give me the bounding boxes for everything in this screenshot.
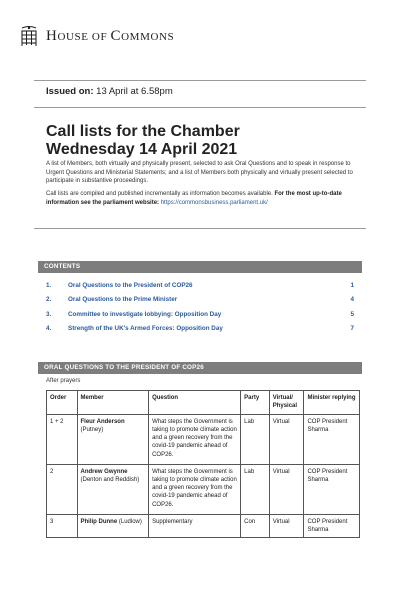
minister-cell: COP President Sharma [304, 514, 360, 538]
divider [34, 80, 366, 81]
call-list-table [46, 390, 360, 538]
column-header: Question [149, 391, 241, 415]
contents-heading: CONTENTS [38, 261, 362, 273]
party-cell: Lab [241, 464, 270, 514]
table-header-row [47, 391, 360, 415]
issued-line: Issued on: 13 April at 6.58pm [46, 86, 173, 97]
member-cell: Andrew Gwynne (Denton and Reddish) [77, 464, 149, 514]
mode-cell: Virtual [269, 414, 304, 464]
column-header: Order [47, 391, 78, 415]
question-cell: Supplementary [149, 514, 241, 538]
oral-questions-heading: ORAL QUESTIONS TO THE PRESIDENT OF COP26 [38, 362, 362, 374]
house-name: HOUSE OF COMMONS [46, 28, 175, 44]
parliament-website-link[interactable]: https://commonsbusiness.parliament.uk/ [160, 199, 268, 206]
order-cell: 1 + 2 [47, 414, 78, 464]
column-header: Virtual/ Physical [269, 391, 304, 415]
table-row [47, 514, 360, 538]
house-of-commons-logo [20, 26, 174, 47]
portcullis-icon [20, 26, 38, 47]
intro-paragraph-2: Call lists are compiled and published incrementally as information becomes available. For the most up-to-date information see the parliament website: https://commonsbusiness.parliament.uk/ [46, 191, 342, 206]
minister-cell: COP President Sharma [304, 464, 360, 514]
divider [34, 228, 366, 229]
order-cell: 3 [47, 514, 78, 538]
question-cell: What steps the Government is taking to promote climate action and a green recovery from the covid-19 pandemic ahead of COP26. [149, 464, 241, 514]
mode-cell: Virtual [269, 514, 304, 538]
member-cell: Fleur Anderson (Putney) [77, 414, 149, 464]
member-cell: Philip Dunne (Ludlow) [77, 514, 149, 538]
table-row [47, 414, 360, 464]
column-header: Party [241, 391, 270, 415]
column-header: Minister replying [304, 391, 360, 415]
order-cell: 2 [47, 464, 78, 514]
party-cell: Lab [241, 414, 270, 464]
document-page: HOUSE OF COMMONS Issued on: 13 April at 6.58pm Call lists for the Chamber Wednesday 14 April 2021 A list of Members, both virtually and physically present, selected to ask Oral Questions and to speak in response to Urgent Questions and Ministerial Statements; and a list of Members both physically and virtually present selected to participate in substantive proceedings. Call lists are compiled and published incrementally as information becomes available. For the most up-to-date information see the parliament website: https://commonsbusiness.parliament.uk/ CONTENTS 1. Oral Questions to the President of COP26 1 2. Oral Questions to the Prime Minister 4 3. Committee to investigate lobbying: Opposition Day 5 4. Strength of the UK's Armed Forces: Opposition Day 7 ORAL QUESTIONS TO THE PRESIDENT OF COP26 After prayers Order Member Question Party Virtual/ Physical Minister replying 1 + 2 Fleur Anderson (Putney) What steps the Government is taking to promote climate action and a green recovery from the covid-19 pandemic ahead of COP26. Lab Virtual COP President Sharma 2 Andrew Gwynne (Denton and Reddish) What steps the Government is taking to promote climate action and a green recovery from the covid-19 pandemic ahead of COP26. Lab Virtual COP President Sharma 3 Philip Dunne (Ludlow) Supplementary Con Virtual COP President Sharma [0, 0, 400, 600]
divider [34, 107, 366, 108]
page-title: Call lists for the Chamber Wednesday 14 April 2021 [46, 123, 240, 158]
column-header: Member [77, 391, 149, 415]
mode-cell: Virtual [269, 464, 304, 514]
after-prayers-note: After prayers [46, 378, 81, 384]
minister-cell: COP President Sharma [304, 414, 360, 464]
question-cell: What steps the Government is taking to promote climate action and a green recovery from the covid-19 pandemic ahead of COP26. [149, 414, 241, 464]
table-row [47, 464, 360, 514]
party-cell: Con [241, 514, 270, 538]
intro-paragraph: A list of Members, both virtually and physically present, selected to ask Oral Questions and to speak in response to Urgent Questions and Ministerial Statements; and a list of Members both physically and virtually present selected to participate in substantive proceedings. [46, 161, 353, 185]
